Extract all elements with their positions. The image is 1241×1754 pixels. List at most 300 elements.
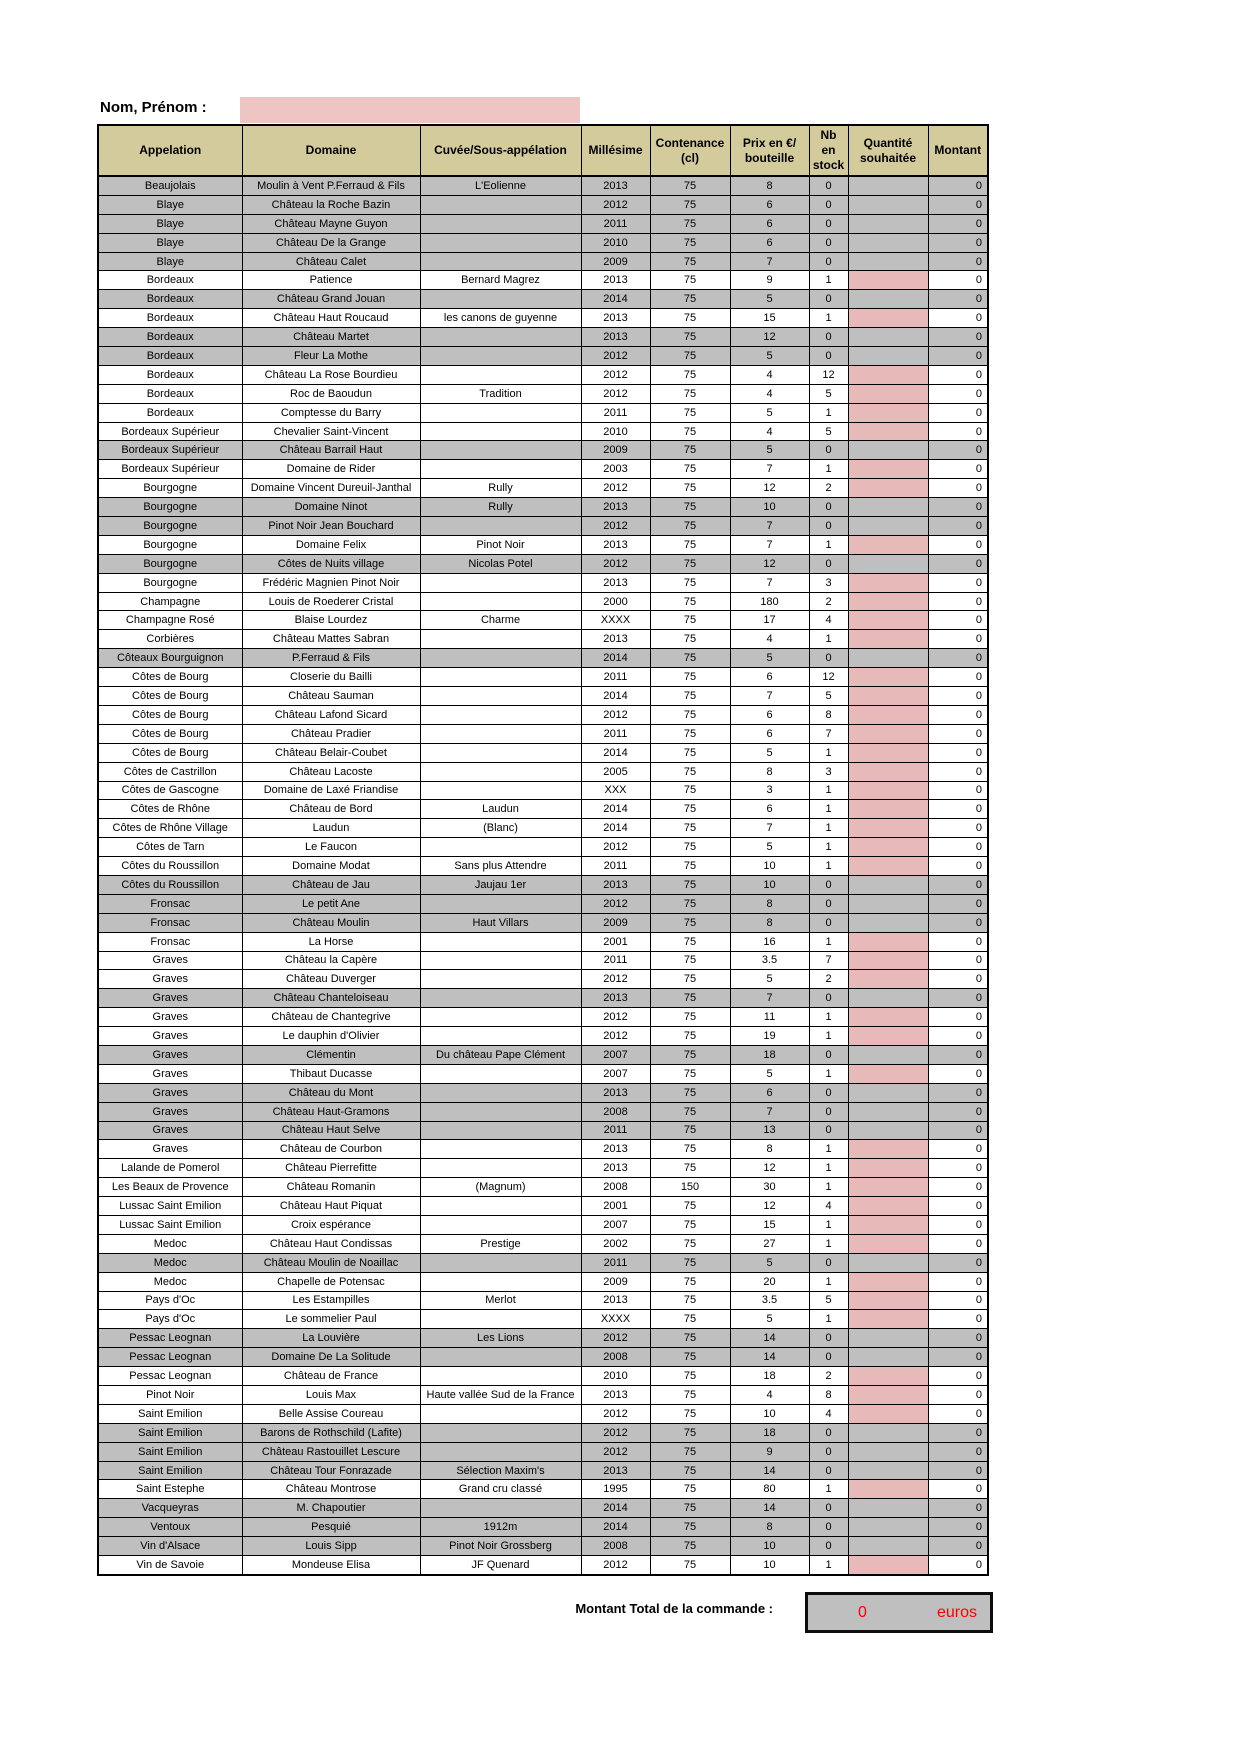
table-row (98, 1329, 988, 1348)
cell-quantite[interactable] (848, 668, 928, 687)
table-row (98, 1348, 988, 1367)
cell-millesime: 2008 (581, 1348, 650, 1367)
cell-montant: 0 (928, 857, 988, 876)
cell-prix: 5 (730, 441, 809, 460)
cell-stock: 8 (809, 705, 848, 724)
cell-quantite[interactable] (848, 271, 928, 290)
cell-contenance: 75 (650, 1556, 730, 1575)
cell-cuvee: Du château Pape Clément (420, 1045, 581, 1064)
cell-prix: 13 (730, 1121, 809, 1140)
cell-cuvee (420, 1423, 581, 1442)
cell-prix: 5 (730, 1064, 809, 1083)
cell-quantite[interactable] (848, 1215, 928, 1234)
cell-quantite (848, 1121, 928, 1140)
cell-stock: 0 (809, 347, 848, 366)
cell-montant: 0 (928, 1064, 988, 1083)
cell-contenance: 75 (650, 1159, 730, 1178)
table-row (98, 328, 988, 347)
cell-prix: 8 (730, 176, 809, 195)
cell-prix: 6 (730, 233, 809, 252)
cell-contenance: 75 (650, 1197, 730, 1216)
cell-montant: 0 (928, 1272, 988, 1291)
cell-domaine: Château Grand Jouan (242, 290, 420, 309)
cell-quantite (848, 1329, 928, 1348)
cell-stock: 0 (809, 1045, 848, 1064)
cell-stock: 2 (809, 1367, 848, 1386)
cell-quantite[interactable] (848, 630, 928, 649)
cell-appelation: Blaye (98, 233, 242, 252)
cell-prix: 14 (730, 1348, 809, 1367)
cell-stock: 0 (809, 1423, 848, 1442)
cell-quantite[interactable] (848, 1027, 928, 1046)
cell-montant: 0 (928, 1386, 988, 1405)
cell-montant: 0 (928, 1140, 988, 1159)
cell-millesime: 2014 (581, 1499, 650, 1518)
cell-appelation: Côtes de Bourg (98, 705, 242, 724)
cell-quantite (848, 1423, 928, 1442)
cell-stock: 0 (809, 328, 848, 347)
cell-montant: 0 (928, 554, 988, 573)
cell-montant: 0 (928, 1442, 988, 1461)
cell-quantite[interactable] (848, 479, 928, 498)
cell-prix: 5 (730, 838, 809, 857)
cell-quantite[interactable] (848, 951, 928, 970)
table-row (98, 1291, 988, 1310)
cell-millesime: 2013 (581, 328, 650, 347)
cell-appelation: Les Beaux de Provence (98, 1178, 242, 1197)
cell-prix: 5 (730, 347, 809, 366)
cell-appelation: Côtes de Castrillon (98, 762, 242, 781)
cell-domaine: Château de Bord (242, 800, 420, 819)
cell-quantite[interactable] (848, 1140, 928, 1159)
cell-montant: 0 (928, 1480, 988, 1499)
cell-prix: 12 (730, 554, 809, 573)
cell-montant: 0 (928, 1253, 988, 1272)
cell-millesime: 1995 (581, 1480, 650, 1499)
cell-prix: 19 (730, 1027, 809, 1046)
cell-quantite[interactable] (848, 573, 928, 592)
cell-cuvee (420, 1215, 581, 1234)
table-row (98, 724, 988, 743)
cell-appelation: Medoc (98, 1234, 242, 1253)
cell-quantite[interactable] (848, 838, 928, 857)
cell-contenance: 75 (650, 1442, 730, 1461)
cell-appelation: Graves (98, 1140, 242, 1159)
cell-quantite[interactable] (848, 384, 928, 403)
cell-domaine: Château De la Grange (242, 233, 420, 252)
cell-cuvee: (Magnum) (420, 1178, 581, 1197)
cell-stock: 5 (809, 384, 848, 403)
cell-contenance: 75 (650, 819, 730, 838)
cell-contenance: 75 (650, 1404, 730, 1423)
cell-montant: 0 (928, 1291, 988, 1310)
table-row (98, 403, 988, 422)
cell-appelation: Vin de Savoie (98, 1556, 242, 1575)
cell-domaine: Château Moulin de Noaillac (242, 1253, 420, 1272)
cell-millesime: 2012 (581, 894, 650, 913)
cell-contenance: 75 (650, 1083, 730, 1102)
cell-prix: 6 (730, 724, 809, 743)
cell-millesime: 2011 (581, 403, 650, 422)
cell-montant: 0 (928, 894, 988, 913)
cell-montant: 0 (928, 1367, 988, 1386)
cell-quantite[interactable] (848, 687, 928, 706)
cell-domaine: Côtes de Nuits village (242, 554, 420, 573)
table-row (98, 857, 988, 876)
cell-domaine: Château Belair-Coubet (242, 743, 420, 762)
cell-montant: 0 (928, 365, 988, 384)
cell-stock: 2 (809, 479, 848, 498)
cell-appelation: Bourgogne (98, 517, 242, 536)
cell-appelation: Bourgogne (98, 479, 242, 498)
cell-domaine: Domaine de Rider (242, 460, 420, 479)
cell-quantite[interactable] (848, 1386, 928, 1405)
cell-quantite[interactable] (848, 592, 928, 611)
cell-domaine: Louis Max (242, 1386, 420, 1405)
cell-millesime: 2011 (581, 668, 650, 687)
cell-appelation: Beaujolais (98, 176, 242, 195)
cell-contenance: 75 (650, 630, 730, 649)
cell-quantite[interactable] (848, 1197, 928, 1216)
table-row (98, 668, 988, 687)
cell-montant: 0 (928, 630, 988, 649)
cell-contenance: 75 (650, 1008, 730, 1027)
cell-quantite[interactable] (848, 535, 928, 554)
cell-contenance: 75 (650, 1045, 730, 1064)
cell-quantite[interactable] (848, 1272, 928, 1291)
cell-stock: 0 (809, 913, 848, 932)
cell-domaine: Château de Chantegrive (242, 1008, 420, 1027)
cell-montant: 0 (928, 611, 988, 630)
cell-quantite (848, 195, 928, 214)
cell-cuvee: JF Quenard (420, 1556, 581, 1575)
cell-appelation: Champagne (98, 592, 242, 611)
cell-montant: 0 (928, 176, 988, 195)
cell-millesime: 2013 (581, 309, 650, 328)
table-row (98, 535, 988, 554)
table-row (98, 290, 988, 309)
cell-domaine: Chevalier Saint-Vincent (242, 422, 420, 441)
table-row (98, 1197, 988, 1216)
cell-appelation: Côtes de Tarn (98, 838, 242, 857)
cell-appelation: Côtes du Roussillon (98, 857, 242, 876)
cell-domaine: Clémentin (242, 1045, 420, 1064)
cell-millesime: 2014 (581, 687, 650, 706)
cell-montant: 0 (928, 1404, 988, 1423)
cell-prix: 6 (730, 1083, 809, 1102)
cell-quantite[interactable] (848, 403, 928, 422)
cell-stock: 0 (809, 1442, 848, 1461)
cell-millesime: 2011 (581, 724, 650, 743)
cell-quantite[interactable] (848, 1159, 928, 1178)
cell-quantite[interactable] (848, 1367, 928, 1386)
cell-montant: 0 (928, 441, 988, 460)
cell-cuvee (420, 1272, 581, 1291)
cell-contenance: 75 (650, 592, 730, 611)
cell-prix: 6 (730, 214, 809, 233)
cell-cuvee (420, 1499, 581, 1518)
cell-appelation: Bordeaux Supérieur (98, 422, 242, 441)
cell-stock: 12 (809, 365, 848, 384)
cell-prix: 5 (730, 1310, 809, 1329)
cell-prix: 4 (730, 422, 809, 441)
cell-appelation: Pinot Noir (98, 1386, 242, 1405)
cell-appelation: Bordeaux (98, 384, 242, 403)
cell-quantite (848, 252, 928, 271)
cell-contenance: 75 (650, 1480, 730, 1499)
cell-millesime: 2013 (581, 989, 650, 1008)
cell-contenance: 75 (650, 1499, 730, 1518)
cell-stock: 1 (809, 1178, 848, 1197)
table-row (98, 1480, 988, 1499)
cell-domaine: Comptesse du Barry (242, 403, 420, 422)
wine-order-table (97, 124, 989, 1576)
table-row (98, 951, 988, 970)
table-row (98, 1102, 988, 1121)
cell-millesime: 2012 (581, 384, 650, 403)
cell-contenance: 75 (650, 838, 730, 857)
cell-stock: 1 (809, 460, 848, 479)
cell-domaine: Belle Assise Coureau (242, 1404, 420, 1423)
cell-millesime: 2000 (581, 592, 650, 611)
cell-domaine: Château Calet (242, 252, 420, 271)
cell-appelation: Graves (98, 1102, 242, 1121)
table-row (98, 214, 988, 233)
cell-quantite[interactable] (848, 762, 928, 781)
cell-domaine: Louis Sipp (242, 1537, 420, 1556)
cell-domaine: Laudun (242, 819, 420, 838)
cell-montant: 0 (928, 1178, 988, 1197)
cell-cuvee (420, 1442, 581, 1461)
cell-quantite (848, 1442, 928, 1461)
cell-montant: 0 (928, 1045, 988, 1064)
cell-cuvee: L'Eolienne (420, 176, 581, 195)
cell-cuvee (420, 1140, 581, 1159)
cell-montant: 0 (928, 668, 988, 687)
cell-quantite[interactable] (848, 1556, 928, 1575)
cell-quantite[interactable] (848, 309, 928, 328)
cell-stock: 0 (809, 1083, 848, 1102)
cell-contenance: 75 (650, 365, 730, 384)
table-row (98, 1442, 988, 1461)
cell-millesime: 2012 (581, 347, 650, 366)
cell-contenance: 75 (650, 479, 730, 498)
cell-millesime: XXXX (581, 611, 650, 630)
cell-stock: 0 (809, 1121, 848, 1140)
cell-quantite[interactable] (848, 460, 928, 479)
cell-quantite (848, 1348, 928, 1367)
cell-montant: 0 (928, 460, 988, 479)
cell-montant: 0 (928, 328, 988, 347)
cell-appelation: Graves (98, 1064, 242, 1083)
cell-montant: 0 (928, 1537, 988, 1556)
cell-prix: 5 (730, 649, 809, 668)
cell-domaine: Domaine Modat (242, 857, 420, 876)
cell-montant: 0 (928, 970, 988, 989)
cell-quantite[interactable] (848, 422, 928, 441)
cell-prix: 12 (730, 1197, 809, 1216)
cell-quantite[interactable] (848, 781, 928, 800)
cell-cuvee: Nicolas Potel (420, 554, 581, 573)
cell-prix: 80 (730, 1480, 809, 1499)
cell-contenance: 75 (650, 290, 730, 309)
cell-quantite[interactable] (848, 1291, 928, 1310)
header-row (98, 125, 988, 176)
cell-cuvee (420, 668, 581, 687)
col-header-contenance: Contenance (cl) (650, 125, 730, 176)
cell-montant: 0 (928, 1461, 988, 1480)
cell-stock: 1 (809, 309, 848, 328)
cell-domaine: Fleur La Mothe (242, 347, 420, 366)
cell-domaine: Château Montrose (242, 1480, 420, 1499)
cell-quantite (848, 894, 928, 913)
cell-contenance: 75 (650, 913, 730, 932)
cell-quantite[interactable] (848, 724, 928, 743)
cell-prix: 7 (730, 535, 809, 554)
cell-appelation: Pessac Leognan (98, 1348, 242, 1367)
cell-domaine: Blaise Lourdez (242, 611, 420, 630)
cell-quantite[interactable] (848, 1178, 928, 1197)
cell-quantite[interactable] (848, 1234, 928, 1253)
table-row (98, 1008, 988, 1027)
cell-quantite[interactable] (848, 857, 928, 876)
cell-domaine: Château Sauman (242, 687, 420, 706)
cell-millesime: 2013 (581, 1140, 650, 1159)
cell-quantite[interactable] (848, 1008, 928, 1027)
cell-domaine: Moulin à Vent P.Ferraud & Fils (242, 176, 420, 195)
table-row (98, 554, 988, 573)
cell-contenance: 75 (650, 441, 730, 460)
cell-montant: 0 (928, 1310, 988, 1329)
name-input[interactable] (240, 97, 580, 123)
cell-domaine: Le sommelier Paul (242, 1310, 420, 1329)
cell-quantite[interactable] (848, 611, 928, 630)
cell-appelation: Saint Emilion (98, 1404, 242, 1423)
table-row (98, 1045, 988, 1064)
cell-prix: 15 (730, 1215, 809, 1234)
cell-appelation: Blaye (98, 252, 242, 271)
cell-appelation: Bordeaux (98, 365, 242, 384)
cell-quantite[interactable] (848, 819, 928, 838)
cell-quantite[interactable] (848, 970, 928, 989)
cell-montant: 0 (928, 1348, 988, 1367)
cell-contenance: 75 (650, 951, 730, 970)
table-row (98, 1027, 988, 1046)
cell-appelation: Saint Emilion (98, 1461, 242, 1480)
cell-quantite[interactable] (848, 932, 928, 951)
cell-contenance: 75 (650, 347, 730, 366)
cell-quantite[interactable] (848, 705, 928, 724)
cell-millesime: 2005 (581, 762, 650, 781)
cell-millesime: 2012 (581, 838, 650, 857)
cell-contenance: 75 (650, 1253, 730, 1272)
cell-stock: 0 (809, 176, 848, 195)
cell-stock: 1 (809, 630, 848, 649)
cell-montant: 0 (928, 932, 988, 951)
cell-montant: 0 (928, 743, 988, 762)
cell-quantite[interactable] (848, 1480, 928, 1499)
cell-quantite[interactable] (848, 1310, 928, 1329)
cell-prix: 8 (730, 1140, 809, 1159)
cell-quantite[interactable] (848, 1064, 928, 1083)
cell-domaine: Domaine De La Solitude (242, 1348, 420, 1367)
cell-stock: 0 (809, 233, 848, 252)
cell-contenance: 75 (650, 875, 730, 894)
cell-montant: 0 (928, 535, 988, 554)
cell-stock: 0 (809, 517, 848, 536)
cell-millesime: 2003 (581, 460, 650, 479)
cell-prix: 11 (730, 1008, 809, 1027)
cell-quantite[interactable] (848, 365, 928, 384)
cell-domaine: Château Barrail Haut (242, 441, 420, 460)
col-header-stock: Nb en stock (809, 125, 848, 176)
cell-contenance: 75 (650, 309, 730, 328)
cell-millesime: 2002 (581, 1234, 650, 1253)
cell-cuvee (420, 894, 581, 913)
cell-stock: 0 (809, 1102, 848, 1121)
cell-montant: 0 (928, 233, 988, 252)
cell-domaine: Le Faucon (242, 838, 420, 857)
cell-prix: 15 (730, 309, 809, 328)
cell-cuvee: Les Lions (420, 1329, 581, 1348)
table-row (98, 498, 988, 517)
cell-prix: 14 (730, 1461, 809, 1480)
cell-montant: 0 (928, 1197, 988, 1216)
cell-cuvee (420, 1159, 581, 1178)
cell-millesime: 2012 (581, 1442, 650, 1461)
cell-montant: 0 (928, 1121, 988, 1140)
cell-prix: 7 (730, 1102, 809, 1121)
name-label: Nom, Prénom : (100, 99, 207, 116)
cell-appelation: Côtes de Rhône (98, 800, 242, 819)
cell-cuvee (420, 233, 581, 252)
cell-domaine: Château de Courbon (242, 1140, 420, 1159)
cell-appelation: Saint Emilion (98, 1423, 242, 1442)
cell-domaine: P.Ferraud & Fils (242, 649, 420, 668)
cell-montant: 0 (928, 875, 988, 894)
cell-quantite[interactable] (848, 743, 928, 762)
cell-cuvee (420, 649, 581, 668)
cell-montant: 0 (928, 989, 988, 1008)
cell-millesime: 2007 (581, 1215, 650, 1234)
cell-quantite (848, 328, 928, 347)
cell-cuvee (420, 328, 581, 347)
cell-millesime: 2012 (581, 479, 650, 498)
cell-domaine: Les Estampilles (242, 1291, 420, 1310)
cell-stock: 1 (809, 535, 848, 554)
cell-cuvee: Laudun (420, 800, 581, 819)
col-header-cuvee: Cuvée/Sous-appélation (420, 125, 581, 176)
cell-appelation: Bordeaux (98, 271, 242, 290)
cell-prix: 7 (730, 252, 809, 271)
cell-cuvee (420, 1367, 581, 1386)
cell-prix: 180 (730, 592, 809, 611)
cell-prix: 10 (730, 1404, 809, 1423)
cell-millesime: 2011 (581, 1253, 650, 1272)
cell-domaine: Pinot Noir Jean Bouchard (242, 517, 420, 536)
table-row (98, 1499, 988, 1518)
cell-cuvee: Pinot Noir (420, 535, 581, 554)
cell-stock: 2 (809, 592, 848, 611)
table-row (98, 705, 988, 724)
cell-quantite[interactable] (848, 1404, 928, 1423)
cell-quantite[interactable] (848, 800, 928, 819)
cell-montant: 0 (928, 1499, 988, 1518)
cell-appelation: Côtes de Bourg (98, 743, 242, 762)
cell-domaine: Château Haut-Gramons (242, 1102, 420, 1121)
cell-cuvee (420, 1102, 581, 1121)
cell-montant: 0 (928, 290, 988, 309)
